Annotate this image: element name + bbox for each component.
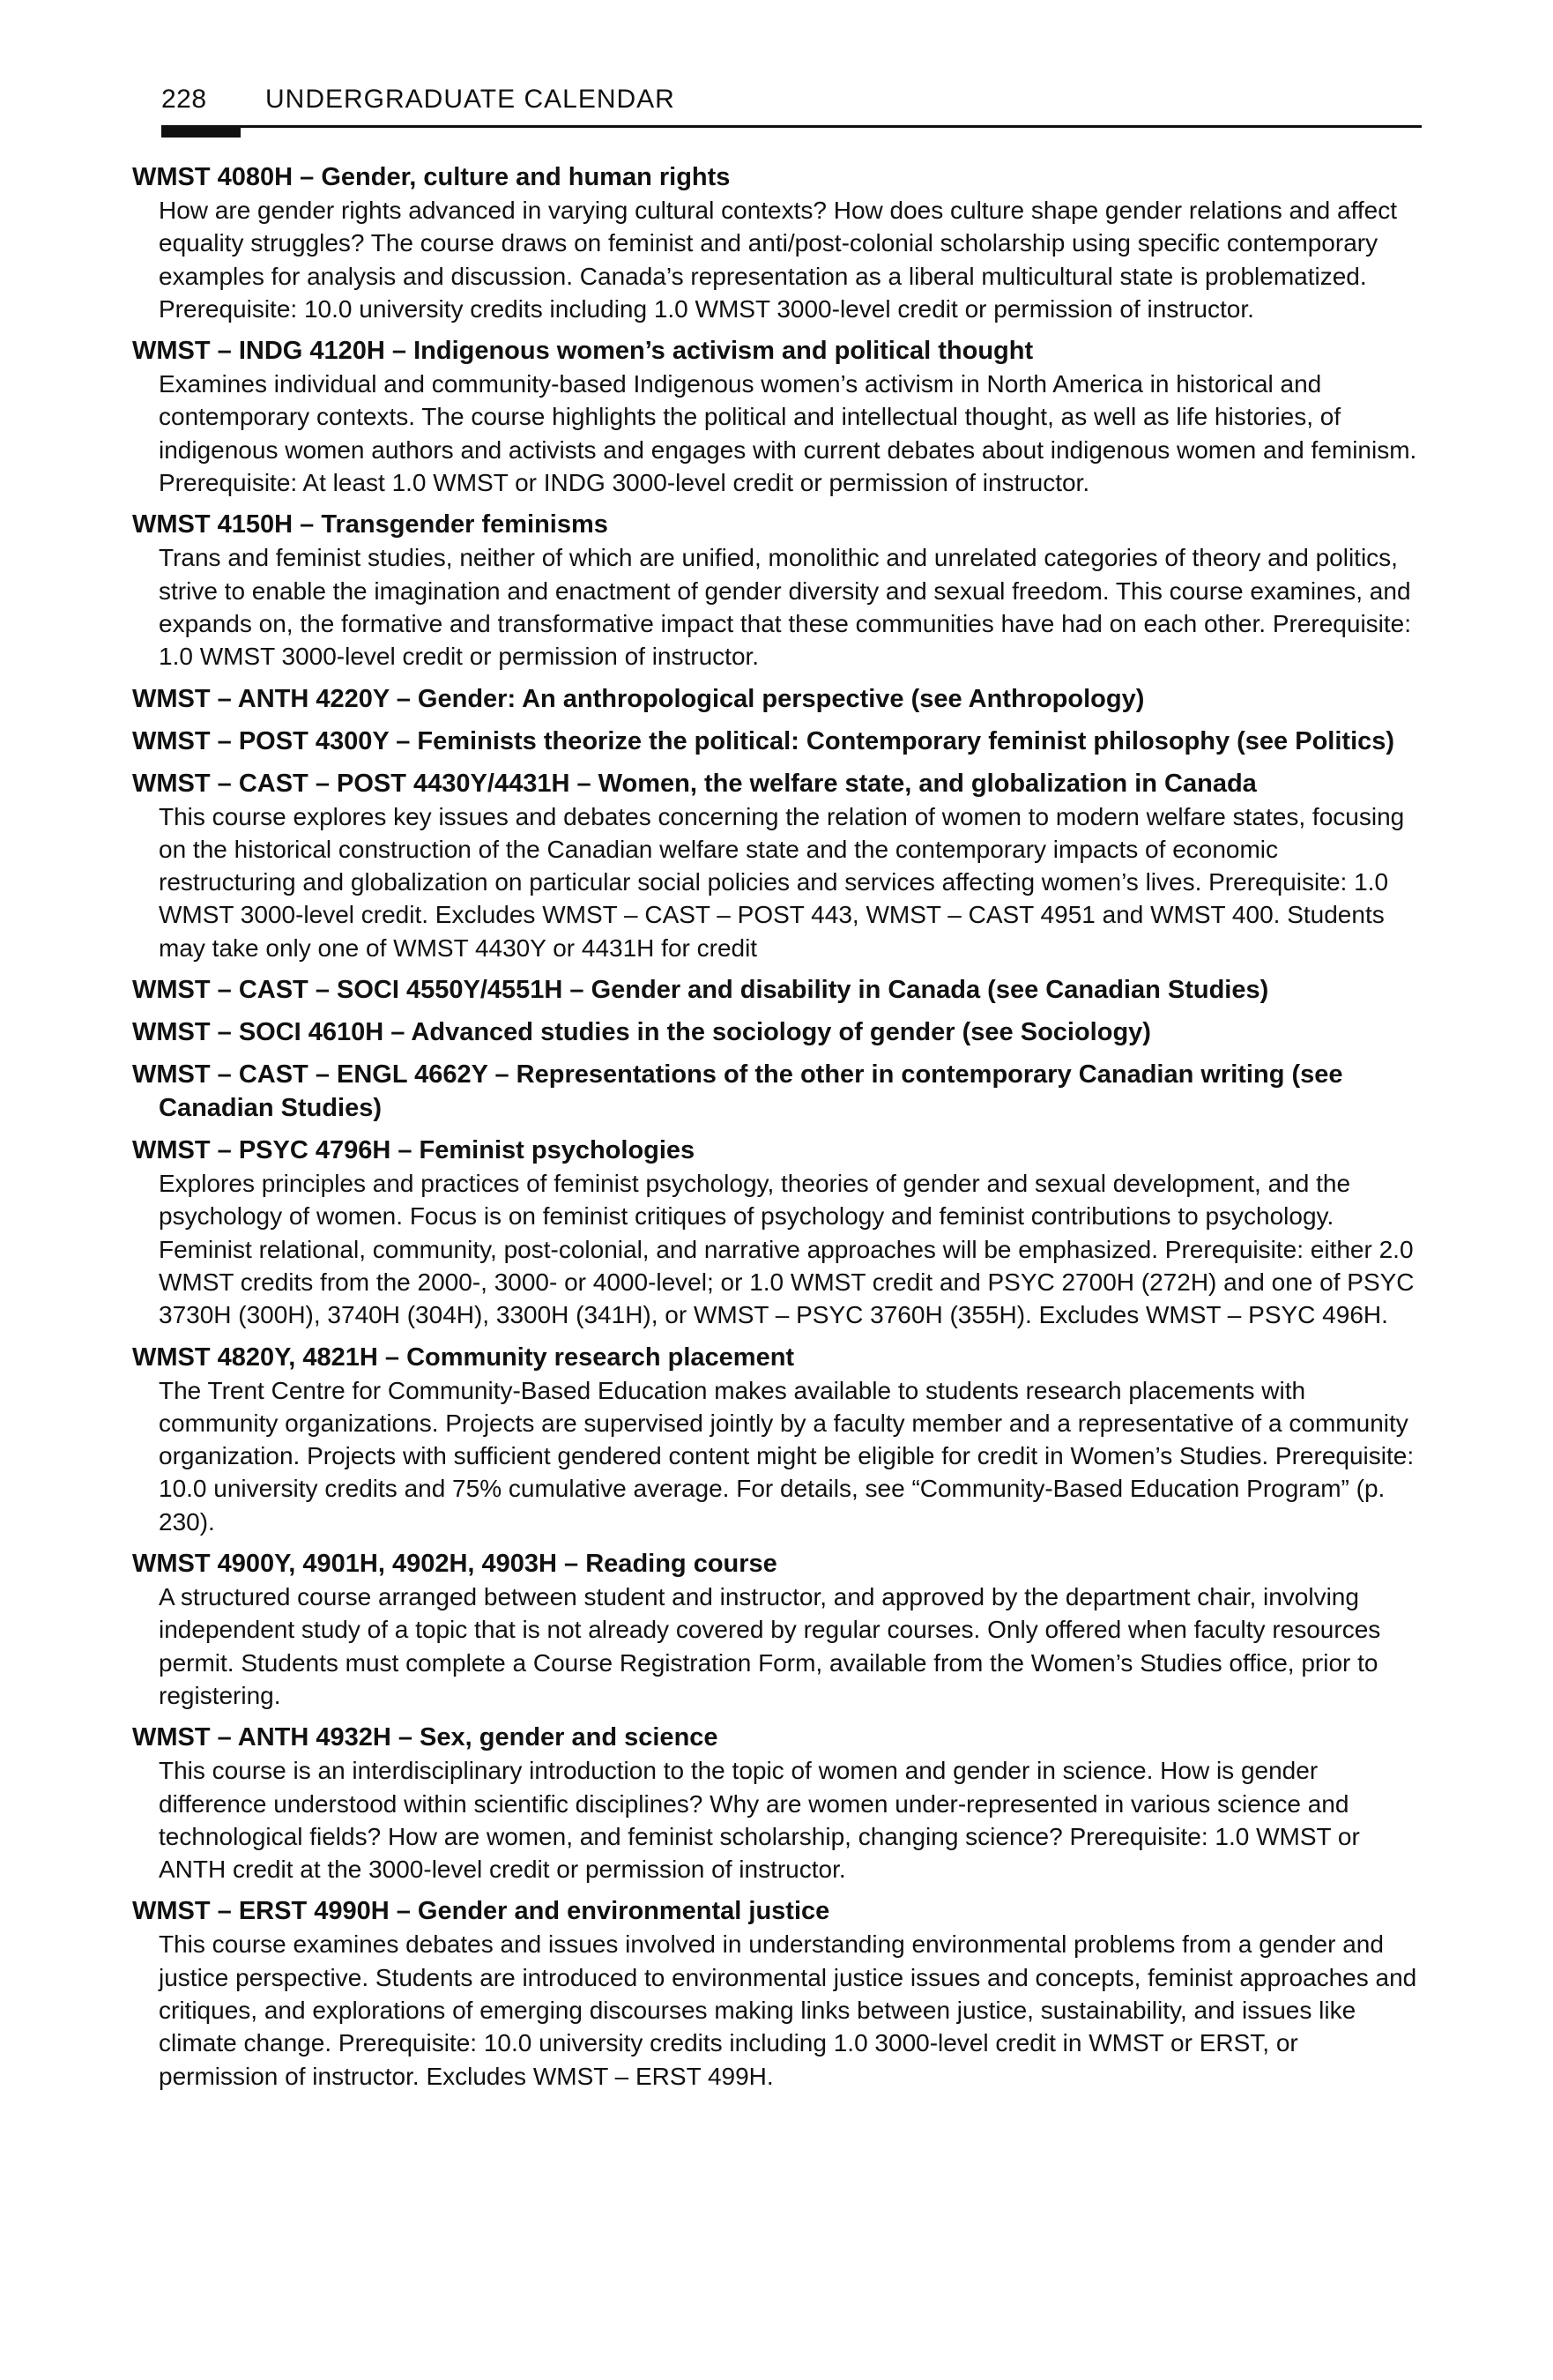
course-title: WMST – CAST – SOCI 4550Y/4551H – Gender and disability in Canada (see Canadian Studies) <box>132 976 1269 1005</box>
course-title: WMST – SOCI 4610H – Advanced studies in the sociology of gender (see Sociology) <box>132 1018 1151 1047</box>
course-title: WMST 4080H – Gender, culture and human rights <box>132 163 731 191</box>
course-description: A structured course arranged between student and instructor, and approved by the department chair, involving independent study of a topic that is not already covered by regular courses. Only offered when faculty resources permit. Students must complete a Course Registration Form, available from the Women’s Studies office, prior to registering. <box>159 1583 1381 1709</box>
course-entry-4430 <box>132 767 1419 964</box>
page-header <box>161 76 1422 128</box>
course-entry-4932 <box>132 1721 1419 1885</box>
course-title: WMST – PSYC 4796H – Feminist psychologies <box>132 1136 695 1165</box>
course-description: This course examines debates and issues involved in understanding environmental problems from a gender and justice perspective. Students are introduced to environmental justice issues and concepts, feminist approaches and critiques, and explorations of emerging discourses making links between justice, sustainability, and issues like climate change. Prerequisite: 10.0 university credits including 1.0 3000-level credit in WMST or ERST, or permission of instructor. Excludes WMST – ERST 499H. <box>159 1930 1417 2090</box>
course-title: WMST – CAST – POST 4430Y/4431H – Women, the welfare state, and globalization in Canada <box>132 769 1257 798</box>
header-rule-mark <box>161 127 241 138</box>
course-title: WMST 4150H – Transgender feminisms <box>132 510 608 539</box>
page-number: 228 <box>161 85 207 114</box>
course-entry-4990 <box>132 1894 1419 2092</box>
course-entry-4120 <box>132 334 1419 499</box>
course-description: Trans and feminist studies, neither of which are unified, monolithic and unrelated categories of theory and politics, strive to enable the imagination and enactment of gender diversity and sexual freedom. This course examines, and expands on, the formative and transformative impact that these communities have had on each other. Prerequisite: 1.0 WMST 3000-level credit or permission of instructor. <box>159 544 1412 671</box>
course-entry-4150 <box>132 508 1419 673</box>
course-description: Explores principles and practices of feminist psychology, theories of gender and sexual development, and the psychology of women. Focus is on feminist critiques of psychology and feminist contributions to psychology. Feminist relational, community, post-colonial, and narrative approaches will be emphasized. Prerequisite: either 2.0 WMST credits from the 2000-, 3000- or 4000-level; or 1.0 WMST credit and PSYC 2700H (272H) and one of PSYC 3730H (300H), 3740H (304H), 3300H (341H), or WMST – PSYC 3760H (355H). Excludes WMST – PSYC 496H. <box>159 1170 1415 1329</box>
course-title: WMST – CAST – ENGL 4662Y – Representations of the other in contemporary Canadian writing (see Canadian Studies) <box>132 1060 1343 1123</box>
running-head: UNDERGRADUATE CALENDAR <box>265 85 675 114</box>
course-description: The Trent Centre for Community-Based Education makes available to students research placements with community organizations. Projects are supervised jointly by a faculty member and a representative of a community organization. Projects with sufficient gendered content might be eligible for credit in Women’s Studies. Prerequisite: 10.0 university credits and 75% cumulative average. For details, see “Community-Based Education Program” (p. 230). <box>159 1376 1415 1536</box>
course-list <box>132 160 1419 2101</box>
course-entry-4080 <box>132 160 1419 325</box>
course-entry-4796 <box>132 1134 1419 1331</box>
course-description: How are gender rights advanced in varying cultural contexts? How does culture shape gender relations and affect equality struggles? The course draws on feminist and anti/post-colonial scholarship using specific contemporary examples for analysis and discussion. Canada’s representation as a liberal multicultural state is problematized. Prerequisite: 10.0 university credits including 1.0 WMST 3000-level credit or permission of instructor. <box>159 197 1397 323</box>
course-entry-4550 <box>132 973 1419 1007</box>
course-entry-4610 <box>132 1015 1419 1049</box>
course-title: WMST – POST 4300Y – Feminists theorize the political: Contemporary feminist philosophy (see Politics) <box>132 726 1395 755</box>
course-entry-4900 <box>132 1547 1419 1712</box>
course-title: WMST – ERST 4990H – Gender and environmental justice <box>132 1897 830 1926</box>
course-title: WMST – INDG 4120H – Indigenous women’s activism and political thought <box>132 337 1034 366</box>
course-entry-4662 <box>132 1058 1419 1125</box>
course-entry-4820 <box>132 1341 1419 1538</box>
course-entry-4220 <box>132 682 1419 716</box>
course-title: WMST – ANTH 4932H – Sex, gender and science <box>132 1723 718 1752</box>
course-entry-4300 <box>132 725 1419 758</box>
course-title: WMST 4820Y, 4821H – Community research placement <box>132 1342 795 1372</box>
course-description: This course is an interdisciplinary introduction to the topic of women and gender in science. How is gender difference understood within scientific disciplines? Why are women under-represented in various science and technological fields? How are women, and feminist scholarship, changing science? Prerequisite: 1.0 WMST or ANTH credit at the 3000-level credit or permission of instructor. <box>159 1757 1360 1884</box>
course-title: WMST 4900Y, 4901H, 4902H, 4903H – Reading course <box>132 1550 777 1579</box>
course-title: WMST – ANTH 4220Y – Gender: An anthropological perspective (see Anthropology) <box>132 684 1145 713</box>
course-description: Examines individual and community-based Indigenous women’s activism in North America in historical and contemporary contexts. The course highlights the political and intellectual thought, as well as life histories, of indigenous women authors and activists and engages with current debates about indigenous women and feminism. Prerequisite: At least 1.0 WMST or INDG 3000-level credit or permission of instructor. <box>159 370 1417 497</box>
course-description: This course explores key issues and debates concerning the relation of women to modern welfare states, focusing on the historical construction of the Canadian welfare state and the contemporary impacts of economic restructuring and globalization on particular social policies and services affecting women’s lives. Prerequisite: 1.0 WMST 3000-level credit. Excludes WMST – CAST – POST 443, WMST – CAST 4951 and WMST 400. Students may take only one of WMST 4430Y or 4431H for credit <box>159 802 1405 962</box>
